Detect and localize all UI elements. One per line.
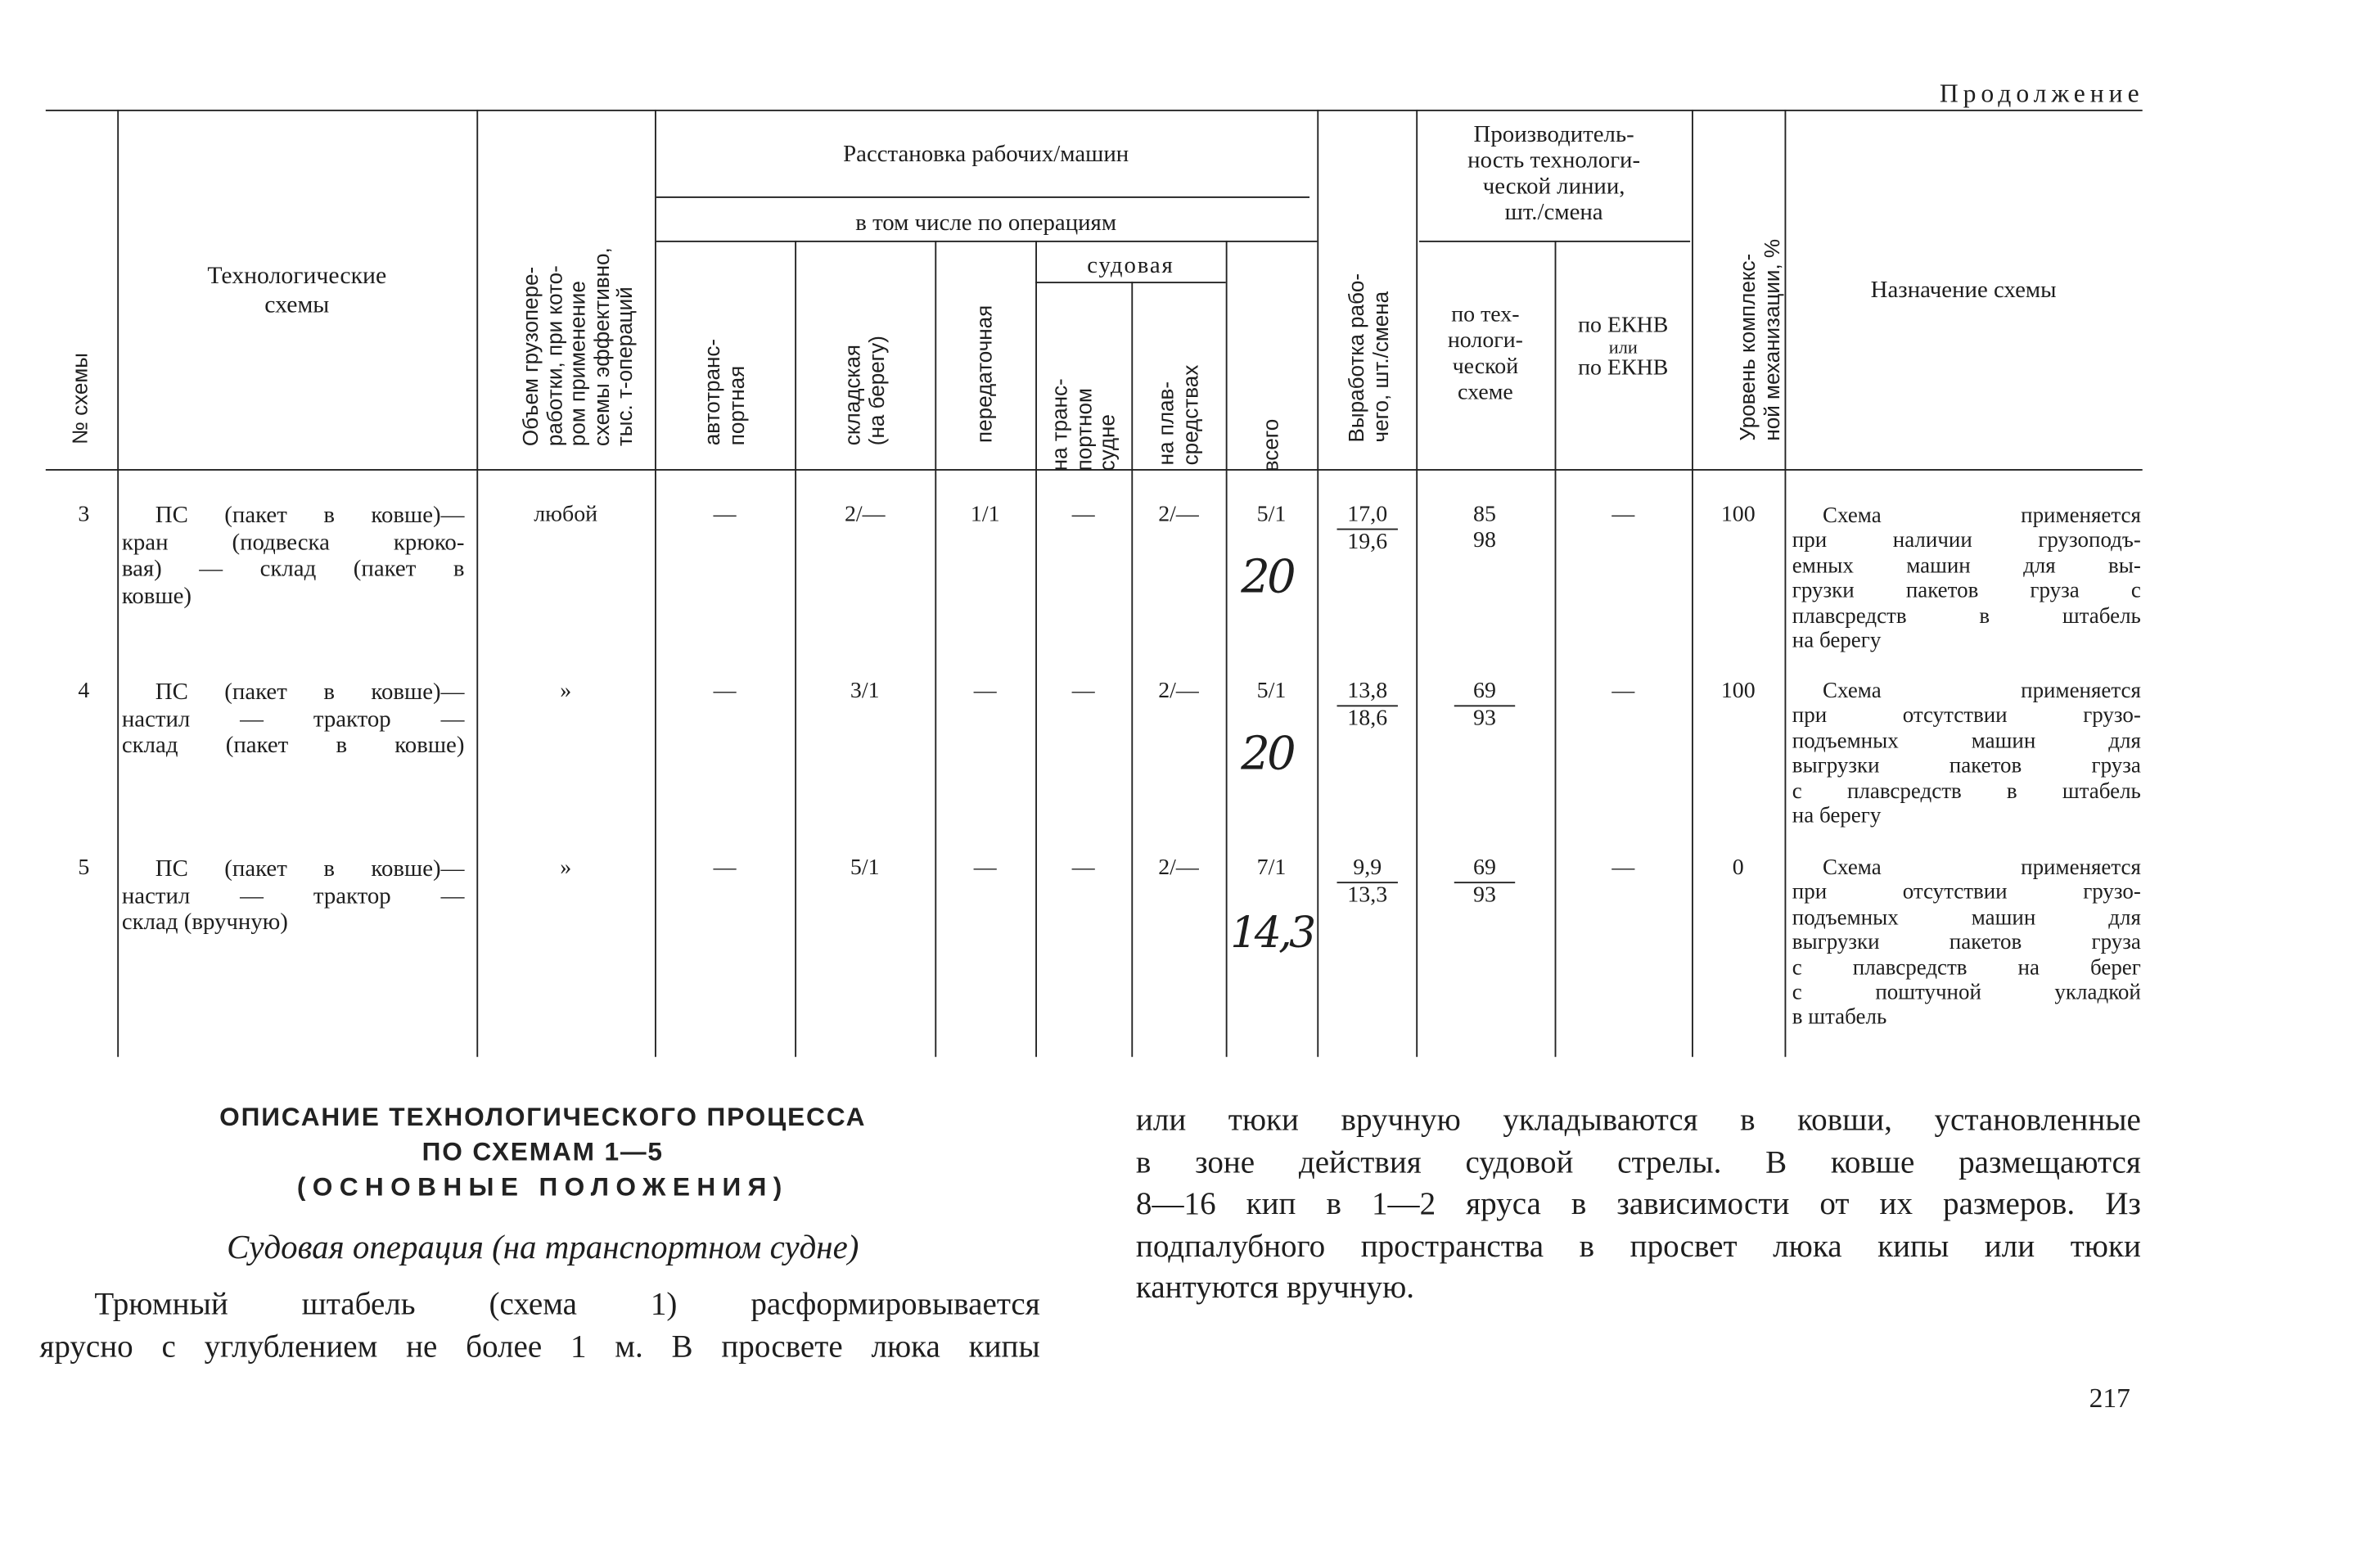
row-purpose: Схема применяется при отсутствии грузо- подъемных машин для выгрузки пакетов груза с плавсредств в штабель на берегу (1792, 679, 2141, 829)
header-volume: Объем грузопере- работки, при кото- ром применение схемы эффективно, тыс. т-операций (517, 247, 637, 447)
header-by-ekhv: по ЕКНВ или по ЕКНВ (1578, 314, 1669, 381)
description-left-column: Трюмный штабель (схема 1) расформировывается ярусно с углублением не более 1 м. В просвете люка кипы (39, 1285, 1040, 1365)
row-scheme: ПС (пакет в ковше)— настил — трактор — склад (вручную) (121, 855, 465, 936)
row-on-floating: 2/— (1158, 855, 1199, 881)
rule-under-placement (656, 196, 1309, 198)
row-warehouse: 5/1 (850, 855, 880, 881)
continuation-label: Продолжение (1939, 79, 2144, 109)
row-warehouse: 2/— (844, 502, 886, 527)
rule-under-operations (656, 241, 1317, 242)
header-total: всего (1258, 418, 1283, 472)
row-volume: » (560, 855, 572, 881)
row-on-vessel: — (1071, 855, 1095, 881)
row-by-scheme: $\frac{69}{93}$ (1454, 679, 1515, 733)
header-mech-level: Уровень комплекс- ной механизации, % (1735, 238, 1783, 441)
row-on-vessel: — (1071, 502, 1095, 527)
row-transfer: — (973, 679, 997, 704)
row-no: 4 (78, 679, 90, 704)
description-heading: ОПИСАНИЕ ТЕХНОЛОГИЧЕСКОГО ПРОЦЕССА ПО СХЕМАМ 1—5 (ОСНОВНЫЕ ПОЛОЖЕНИЯ) (219, 1103, 867, 1202)
row-on-floating: 2/— (1158, 502, 1199, 527)
header-by-operations: в том числе по операциям (855, 210, 1117, 237)
row-mech-level: 100 (1720, 502, 1756, 527)
row-by-ekhv: — (1611, 502, 1635, 527)
description-subheading: Судовая операция (на транспортном судне) (227, 1227, 859, 1266)
row-warehouse: 3/1 (850, 679, 880, 704)
header-on-floating: на плав- средствах (1153, 364, 1201, 466)
row-total: 5/1 (1256, 502, 1287, 527)
handwritten-note: 20 (1241, 551, 1293, 605)
row-by-scheme: 85 98 (1473, 502, 1496, 553)
handwritten-note: 14,3 (1230, 907, 1314, 959)
row-no: 5 (78, 855, 90, 881)
row-output: $\frac{17,0}{19,6}$ (1337, 503, 1398, 556)
header-placement: Расстановка рабочих/машин (843, 142, 1129, 168)
row-auto: — (713, 679, 737, 704)
row-transfer: 1/1 (970, 502, 1000, 527)
handwritten-note: 20 (1241, 728, 1293, 782)
page-number: 217 (2089, 1383, 2130, 1414)
header-auto: автотранс- портная (699, 338, 748, 446)
header-scheme-no: № схемы (67, 352, 92, 445)
row-mech-level: 0 (1732, 855, 1744, 881)
header-purpose: Назначение схемы (1870, 277, 2057, 304)
header-by-scheme: по тех- нологи- ческой схеме (1447, 303, 1523, 405)
header-scheme: Технологические схемы (207, 263, 387, 318)
row-auto: — (713, 502, 737, 527)
description-right-column: или тюки вручную укладываются в ковши, установленные в зоне действия судовой стрелы. В ковше размещаются 8—16 кип в 1—2 яруса в зависимости от их размеров. Из подпалубного пространства в просвет люка кипы или тюки кантуются вручную. (1135, 1101, 2141, 1306)
header-transfer: передаточная (971, 305, 997, 443)
row-purpose: Схема применяется при отсутствии грузо- подъемных машин для выгрузки пакетов груза с плавсредств на берег с поштучной укладкой в штабель (1792, 855, 2141, 1031)
row-scheme: ПС (пакет в ковше)— настил — трактор — склад (пакет в ковше) (121, 679, 465, 759)
row-no: 3 (78, 502, 90, 527)
row-by-ekhv: — (1611, 679, 1635, 704)
header-output: Выработка рабо- чего, шт./смена (1343, 273, 1392, 443)
row-output: $\frac{9,9}{13,3}$ (1337, 856, 1398, 909)
row-on-floating: 2/— (1158, 679, 1199, 704)
row-auto: — (713, 855, 737, 881)
row-purpose: Схема применяется при наличии грузоподъ- емных машин для вы- грузки пакетов груза с плавсредств в штабель на берегу (1792, 503, 2141, 654)
row-by-scheme: $\frac{69}{93}$ (1454, 856, 1515, 909)
header-productivity: Производитель- ность технологи- ческой линии, шт./смена (1467, 121, 1641, 226)
row-mech-level: 100 (1720, 679, 1756, 704)
row-total: 5/1 (1256, 679, 1287, 704)
row-transfer: — (973, 855, 997, 881)
header-ship: судовая (1087, 252, 1174, 279)
header-warehouse: складская (на берегу) (840, 336, 888, 446)
table-top-rule (46, 110, 2143, 111)
row-scheme: ПС (пакет в ковше)— кран (подвеска крюко- вая) — склад (пакет в ковше) (121, 502, 465, 609)
row-volume: любой (534, 502, 598, 527)
row-output: $\frac{13,8}{18,6}$ (1337, 679, 1398, 733)
row-on-vessel: — (1071, 679, 1095, 704)
row-total: 7/1 (1256, 855, 1287, 881)
row-by-ekhv: — (1611, 855, 1635, 881)
row-volume: » (560, 679, 572, 704)
header-on-vessel: на транс- портном судне (1047, 378, 1120, 471)
